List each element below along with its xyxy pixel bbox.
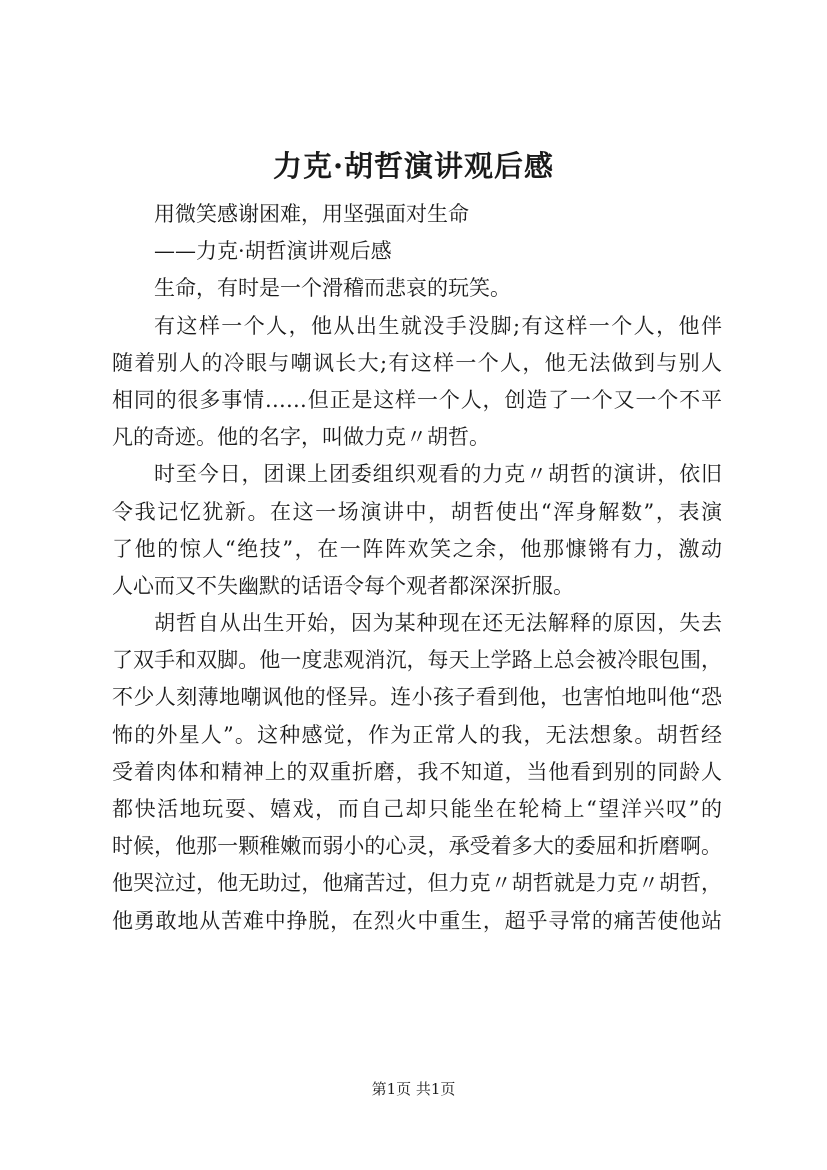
page-footer: 第1页 共1页 [371,1080,456,1098]
body-line: 了他的惊人“绝技”，在一阵阵欢笑之余，他那慷锵有力，激动 [112,536,722,561]
body-line: 不少人刻薄地嘲讽他的怪异。连小孩子看到他，也害怕地叫他“恐 [112,685,722,710]
body-line: 时候，他那一颗稚嫩而弱小的心灵，承受着多大的委屈和折磨啊。 [112,834,722,859]
body-line: 生命，有时是一个滑稽而悲哀的玩笑。 [154,276,511,301]
body-line: 受着肉体和精神上的双重折磨，我不知道，当他看到别的同龄人 [112,759,722,784]
body-line: 令我记忆犹新。在这一场演讲中，胡哲使出“浑身解数”，表演 [112,499,722,524]
body-line: 了双手和双脚。他一度悲观消沉，每天上学路上总会被冷眼包围， [112,648,722,673]
body-line: 怖的外星人”。这种感觉，作为正常人的我，无法想象。胡哲经 [112,722,722,747]
body-line: 有这样一个人，他从出生就没手没脚;有这样一个人，他伴 [154,313,722,338]
body-line: 胡哲自从出生开始，因为某种现在还无法解释的原因，失去 [154,611,722,636]
body-line: 随着别人的冷眼与嘲讽长大;有这样一个人，他无法做到与别人 [112,350,722,375]
body-line: 时至今日，团课上团委组织观看的力克〃胡哲的演讲，依旧 [154,462,722,487]
subtitle-line: ——力克·胡哲演讲观后感 [154,239,392,264]
body-line: 凡的奇迹。他的名字，叫做力克〃胡哲。 [112,425,490,450]
body-line: 他哭泣过，他无助过，他痛苦过，但力克〃胡哲就是力克〃胡哲， [112,871,722,896]
subtitle-line: 用微笑感谢困难，用坚强面对生命 [154,202,469,226]
body-line: 都快活地玩耍、嬉戏，而自己却只能坐在轮椅上“望洋兴叹”的 [112,797,722,821]
body-line: 他勇敢地从苦难中挣脱，在烈火中重生，超乎寻常的痛苦使他站 [112,908,722,933]
body-line: 相同的很多事情……但正是这样一个人，创造了一个又一个不平 [112,387,722,412]
document-title: 力克·胡哲演讲观后感 [272,149,555,183]
document-body [112,196,722,940]
body-line: 人心而又不失幽默的话语令每个观者都深深折服。 [112,573,574,598]
